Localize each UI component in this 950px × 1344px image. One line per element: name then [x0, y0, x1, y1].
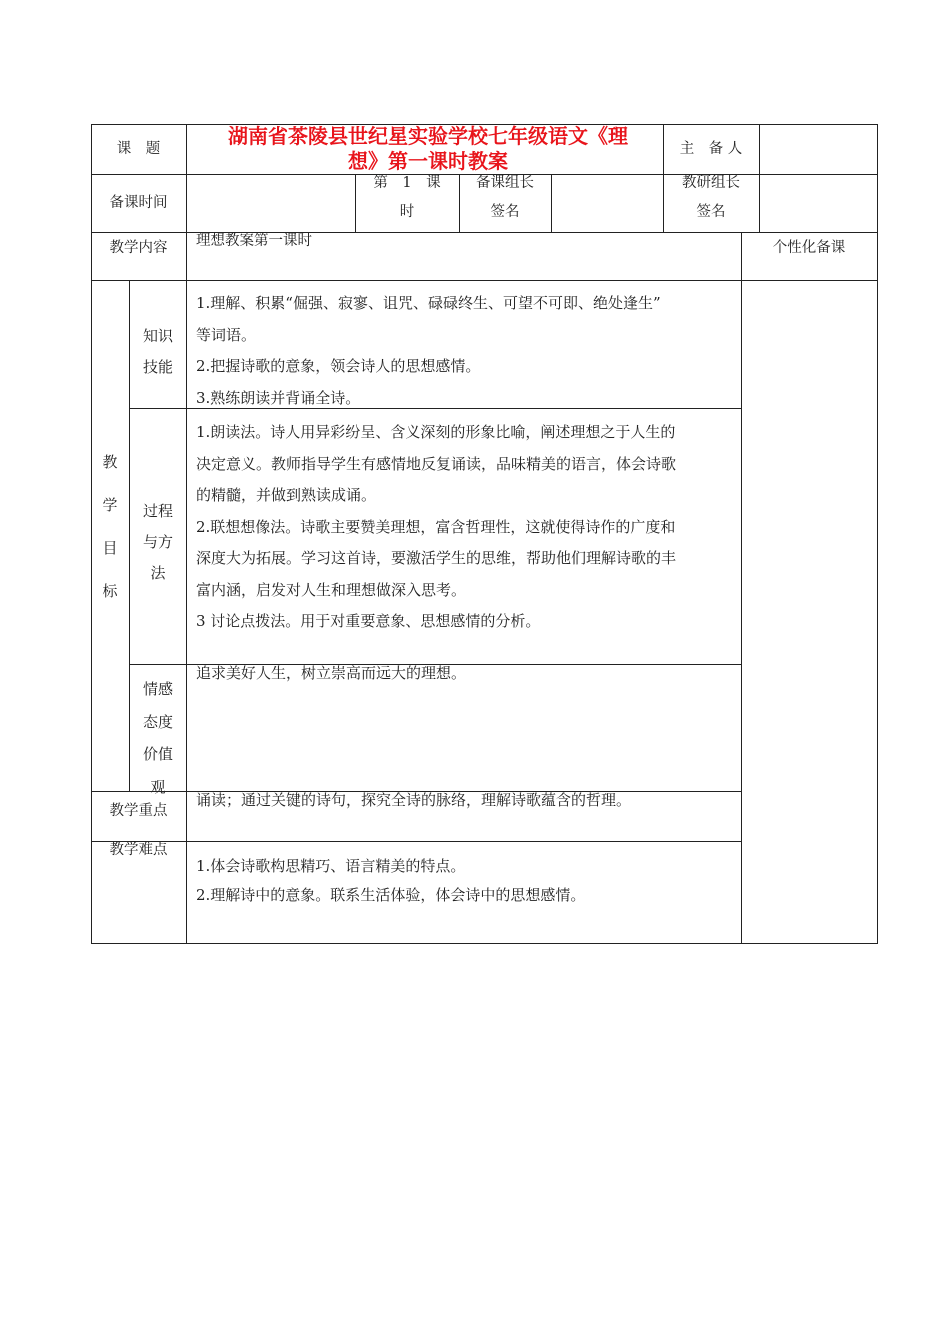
row-divider — [91, 841, 742, 842]
col-divider — [186, 124, 187, 281]
col-divider — [551, 174, 552, 233]
label-emotion-attitude-values: 情感 态度 价值 观 — [142, 680, 173, 796]
label-teaching-content: 教学内容 — [109, 240, 168, 256]
teaching-content-value: 理想教案第一课时 — [196, 233, 312, 249]
col-divider — [741, 232, 742, 944]
col-divider — [759, 124, 760, 233]
label-group-leader-signature: 备课组长 签名 — [476, 175, 534, 220]
label-personalized-prep: 个性化备课 — [772, 240, 846, 256]
knowledge-skills-text: 1.理解、积累“倔强、寂寥、诅咒、碌碌终生、可望不可即、绝处逢生” 等词语。 2.把握诗歌的意象，领会诗人的思想感情。 3.熟练朗读并背诵全诗。 — [196, 294, 661, 407]
table-border — [91, 943, 878, 944]
col-divider — [186, 791, 187, 944]
col-divider — [186, 280, 187, 792]
label-title: 课 题 — [116, 141, 161, 157]
lesson-number: 第 1 课 时 — [373, 175, 441, 220]
label-teaching-objectives: 教 学 目 标 — [102, 453, 118, 600]
key-points-text: 诵读；通过关键的诗句，探究全诗的脉络，理解诗歌蕴含的哲理。 — [196, 791, 632, 809]
label-process-methods: 过程 与方 法 — [142, 502, 173, 582]
label-research-leader-signature: 教研组长 签名 — [682, 175, 740, 220]
row-divider — [91, 280, 878, 281]
title-line-1: 湖南省茶陵县世纪星实验学校七年级语文《理 — [228, 124, 628, 148]
label-preparer: 主 备 人 — [679, 141, 743, 157]
label-difficulties: 教学难点 — [109, 842, 168, 858]
page-title — [193, 124, 663, 174]
emotion-attitude-values-text: 追求美好人生，树立崇高而远大的理想。 — [196, 664, 467, 682]
process-methods-text: 1.朗读法。诗人用异彩纷呈、含义深刻的形象比喻，阐述理想之于人生的 决定意义。教师指导学生有感情地反复诵读，品味精美的语言，体会诗歌 的精髓，并做到熟读成诵。 2.联想想像法。诗歌主要赞美理想，富含哲理性，这就使得诗作的广度和 深度大为拓展。学习这首诗，要激活学生的思维，帮助他们理解诗歌的丰 富内涵，启发对人生和理想做深入思考。 3 讨论点拨法。用于对重要意象、思想感情的分析。 — [196, 423, 677, 630]
col-divider — [129, 280, 130, 792]
label-prep-time: 备课时间 — [109, 195, 168, 211]
label-knowledge-skills: 知识 技能 — [142, 327, 173, 376]
table-border — [877, 124, 878, 944]
difficulties-text: 1.体会诗歌构思精巧、语言精美的特点。 2.理解诗中的意象。联系生活体验，体会诗中的思想感情。 — [196, 857, 586, 904]
title-line-2: 想》第一课时教案 — [348, 149, 508, 173]
label-key-points: 教学重点 — [109, 803, 168, 819]
